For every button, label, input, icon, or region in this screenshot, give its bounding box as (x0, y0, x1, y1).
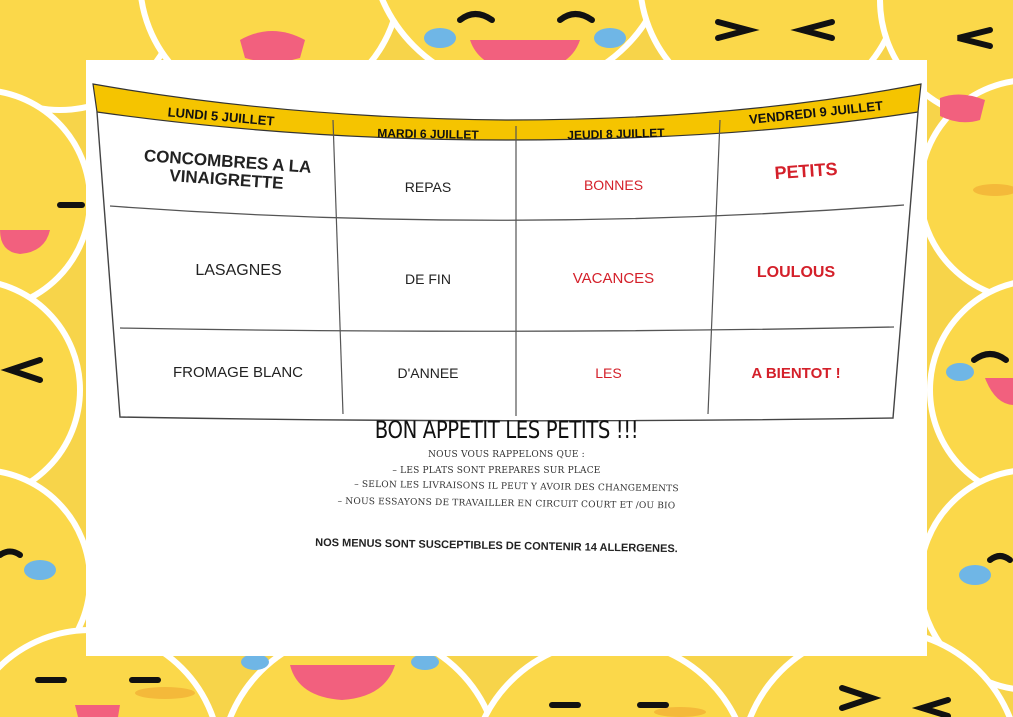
plat-day-2: DE FIN (405, 270, 451, 287)
header-day-4: VENDREDI 9 JUILLET (748, 98, 884, 128)
header-day-1: LUNDI 5 JUILLET (167, 104, 275, 129)
bon-appetit-title: BON APPETIT LES PETITS !!! (374, 416, 639, 444)
note-line-3: – NOUS ESSAYONS DE TRAVAILLER EN CIRCUIT COURT ET /OU BIO (337, 496, 676, 512)
entree-day-1: CONCOMBRES A LA VINAIGRETTE (143, 146, 313, 193)
dessert-day-2: D'ANNEE (397, 364, 459, 381)
notes-intro: NOUS VOUS RAPPELONS QUE : (428, 450, 585, 460)
entree-day-2: REPAS (404, 178, 452, 195)
header-day-2: MARDI 6 JUILLET (377, 125, 479, 142)
note-line-2: – SELON LES LIVRAISONS IL PEUT Y AVOIR DES CHANGEMENTS (354, 479, 679, 495)
header-day-3: JEUDI 8 JUILLET (567, 125, 665, 142)
note-line-1: – LES PLATS SONT PREPARES SUR PLACE (392, 466, 601, 476)
allergens-notice: NOS MENUS SONT SUSCEPTIBLES DE CONTENIR 14 ALLERGENES. (315, 536, 678, 556)
menu-sheet (86, 60, 927, 656)
plat-day-1: LASAGNES (195, 261, 282, 279)
dessert-day-3: LES (595, 364, 622, 381)
entree-day-3: BONNES (583, 176, 644, 193)
dessert-day-4: A BIENTOT ! (751, 365, 841, 383)
plat-day-3: VACANCES (572, 270, 655, 288)
entree-day-4: PETITS (773, 158, 839, 183)
plat-day-4: LOULOUS (756, 263, 836, 281)
dessert-day-1: FROMAGE BLANC (172, 364, 304, 382)
